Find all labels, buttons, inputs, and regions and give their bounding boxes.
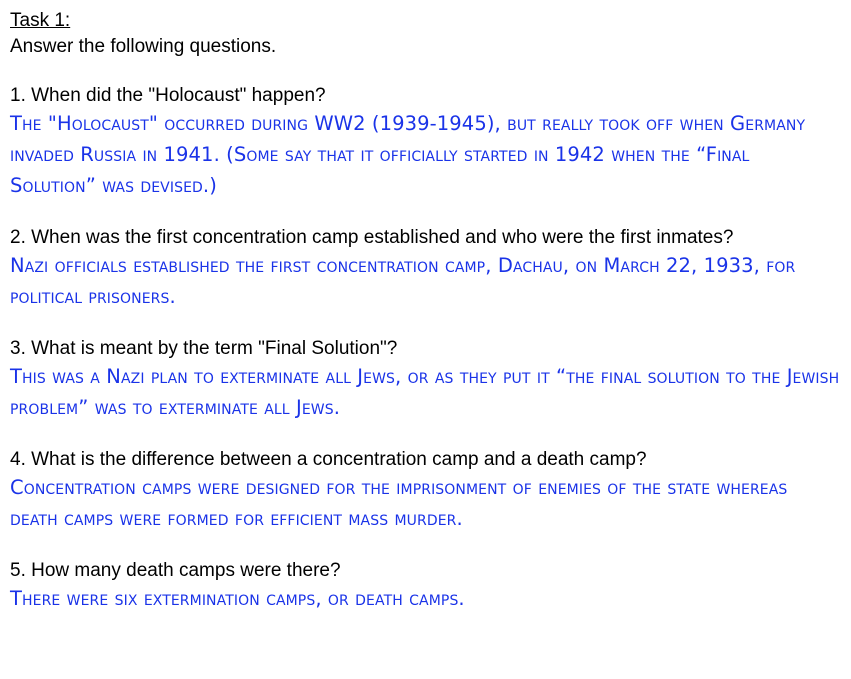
qa-item-3 xyxy=(10,336,841,423)
task-heading: Task 1: xyxy=(10,10,71,31)
answer-text-2: Nazi officials established the first concentration camp, Dachau, on March 22, 1933, for political prisoners. xyxy=(10,254,796,308)
answer-text-1: The "Holocaust" occurred during WW2 (1939-1945), but really took off when Germany invaded Russia in 1941. (Some say that it officially started in 1942 when the “Final Solution” was devised.) xyxy=(10,112,806,197)
qa-item-1 xyxy=(10,83,841,201)
qa-item-5 xyxy=(10,558,841,614)
answer-text-5: There were six extermination camps, or death camps. xyxy=(10,587,465,610)
question-text-3: 3. What is meant by the term "Final Solution"? xyxy=(10,338,398,359)
answer-text-4: Concentration camps were designed for the imprisonment of enemies of the state whereas death camps were formed for efficient mass murder. xyxy=(10,476,788,530)
qa-item-4 xyxy=(10,447,841,534)
answer-text-3: This was a Nazi plan to exterminate all Jews, or as they put it “the final solution to the Jewish problem” was to exterminate all Jews. xyxy=(10,365,840,419)
instruction-line: Answer the following questions. xyxy=(10,36,277,57)
qa-item-2 xyxy=(10,225,841,312)
question-text-5: 5. How many death camps were there? xyxy=(10,560,341,581)
question-text-4: 4. What is the difference between a concentration camp and a death camp? xyxy=(10,449,647,470)
question-text-1: 1. When did the "Holocaust" happen? xyxy=(10,85,326,106)
question-text-2: 2. When was the first concentration camp established and who were the first inmates? xyxy=(10,227,734,248)
